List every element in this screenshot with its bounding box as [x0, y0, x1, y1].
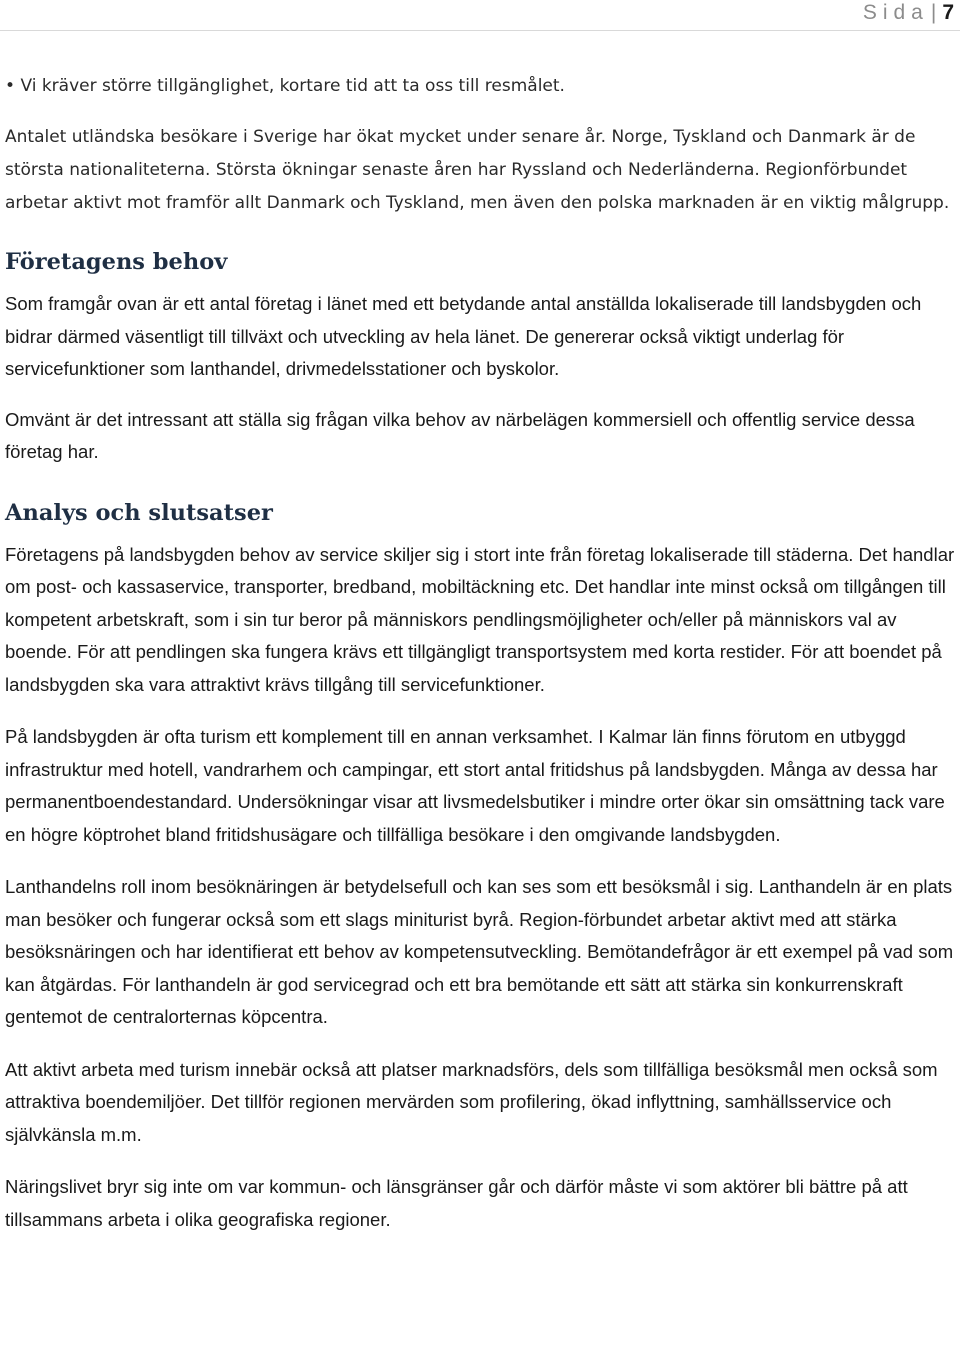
document-body: [5, 68, 955, 1236]
bullet-item: • Vi kräver större tillgänglighet, kortare tid att ta oss till resmålet.: [5, 76, 565, 96]
paragraph: Som framgår ovan är ett antal företag i länet med ett betydande antal anställda lokaliserade till landsbygden och bidrar därmed väsentligt till tillväxt och utveckling av hela länet. De genererar också viktigt underlag för servicefunktioner som lanthandel, drivmedelsstationer och byskolor.: [5, 293, 922, 379]
paragraph: På landsbygden är ofta turism ett komplement till en annan verksamhet. I Kalmar län finns förutom en utbyggd infrastruktur med hotell, vandrarhem och campingar, ett stort antal fritidshus på landsbygden. Många av dessa har permanentboendestandard. Undersökningar visar att livsmedelsbutiker i mindre orter ökar sin omsättning tack vare en högre köptrohet bland fritidshusägare och tillfälliga besökare i den omgivande landsbygden.: [5, 726, 945, 845]
paragraph: Omvänt är det intressant att ställa sig frågan vilka behov av närbelägen kommersiell och offentlig service dessa företag har.: [5, 408, 915, 462]
page-separator: |: [930, 1, 937, 24]
paragraph: Näringslivet bryr sig inte om var kommun- och länsgränser går och därför måste vi som aktörer bli bättre på att tillsammans arbeta i olika geografiska regioner.: [5, 1176, 908, 1230]
page-word: Sida: [862, 1, 929, 24]
paragraph: Företagens på landsbygden behov av service skiljer sig i stort inte från företag lokaliserade till städerna. Det handlar om post- och kassaservice, transporter, bredband, mobiltäckning etc. Det handlar inte minst också om tillgången till kompetent arbetskraft, som i sin tur beror på människors pendlingsmöjligheter och/eller på människors val av boende. För att pendlingen ska fungera krävs ett tillgängligt transportsystem med korta restider. För att boendet på landsbygden ska vara attraktivt krävs tillgång till servicefunktioner.: [5, 543, 955, 695]
paragraph: Att aktivt arbeta med turism innebär också att platser marknadsförs, dels som tillfälliga besöksmål men också som attraktiva boendemiljöer. Det tillför regionen mervärden som profilering, ökad inflyttning, samhällsservice och självkänsla m.m.: [5, 1058, 938, 1145]
bullet-text: Vi kräver större tillgänglighet, kortare tid att ta oss till resmålet.: [20, 76, 565, 96]
page-digit: 7: [942, 1, 954, 24]
intro-paragraph: Antalet utländska besökare i Sverige har ökat mycket under senare år. Norge, Tyskland och Danmark är de största nationaliteterna. Största ökningar senaste åren har Ryssland och Nederländerna. Regionförbundet arbetar aktivt mot framför allt Danmark och Tyskland, men även den polska marknaden är en viktig målgrupp.: [5, 127, 950, 213]
page-number-label: [863, 0, 954, 26]
section-heading-analys-och-slutsatser: Analys och slutsatser: [5, 499, 273, 526]
paragraph: Lanthandelns roll inom besöknäringen är betydelsefull och kan ses som ett besöksmål i sig. Lanthandeln är en plats man besöker och fungerar också som ett slags miniturist byrå. Region-förbundet arbetar aktivt med att stärka besöksnäringen och har identifierat ett behov av kompetensutveckling. Bemötandefrågor är ett exempel på vad som kan åtgärdas. För lanthandeln är god servicegrad och ett bra bemötande ett sätt att stärka sin konkurrenskraft gentemot de centralorternas köpcentra.: [5, 876, 954, 1027]
section-heading-foretagens-behov: Företagens behov: [5, 249, 228, 275]
page-header: [0, 0, 960, 31]
